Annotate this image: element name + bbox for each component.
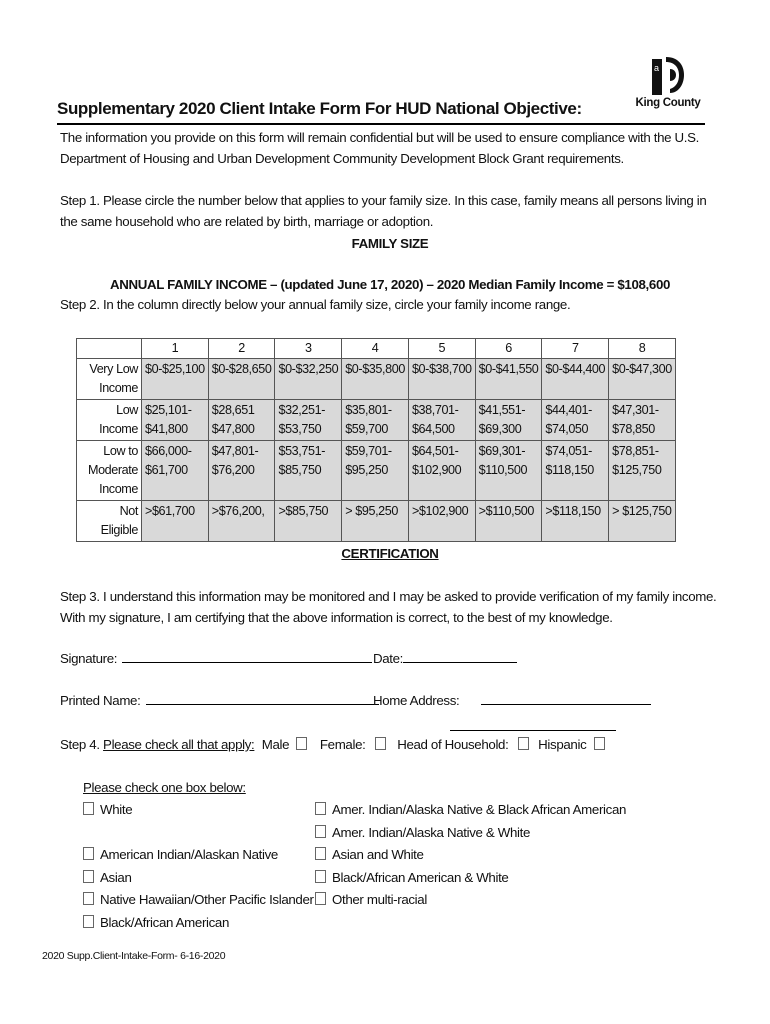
checkbox[interactable] — [315, 870, 326, 883]
table-header-row — [77, 339, 676, 359]
home-address-label: Home Address: — [373, 693, 460, 708]
race-option-asian-white[interactable] — [315, 844, 626, 867]
income-cell[interactable]: $32,251- $53,750 — [275, 400, 342, 441]
race-option-american-indian[interactable] — [83, 844, 314, 867]
income-cell[interactable]: $0-$28,650 — [208, 359, 275, 400]
date-field[interactable] — [403, 649, 517, 663]
checkbox[interactable] — [315, 802, 326, 815]
race-option-label: American Indian/Alaskan Native — [100, 847, 278, 862]
table-row — [77, 501, 676, 542]
income-cell[interactable]: >$76,200, — [208, 501, 275, 542]
income-cell[interactable]: $25,101- $41,800 — [142, 400, 209, 441]
income-cell[interactable]: $47,301- $78,850 — [609, 400, 676, 441]
printed-name-field[interactable] — [146, 691, 379, 705]
income-cell[interactable]: >$85,750 — [275, 501, 342, 542]
signature-row — [60, 648, 372, 671]
race-option-native-hawaiian[interactable] — [83, 889, 314, 912]
table-row — [77, 441, 676, 501]
step4-instruction: Please check all that apply: — [103, 737, 255, 752]
income-cell[interactable]: $28,651 $47,800 — [208, 400, 275, 441]
income-cell[interactable]: >$118,150 — [542, 501, 609, 542]
checkbox[interactable] — [315, 825, 326, 838]
step2-text: Step 2. In the column directly below your annual family size, circle your family income range. — [60, 297, 571, 312]
home-address-row — [373, 690, 651, 713]
male-checkbox[interactable] — [296, 737, 307, 750]
race-option-white[interactable] — [83, 799, 314, 822]
checkbox[interactable] — [83, 915, 94, 928]
income-cell[interactable]: > $95,250 — [342, 501, 409, 542]
option-hispanic-label: Hispanic — [538, 737, 587, 752]
income-cell[interactable]: >$61,700 — [142, 501, 209, 542]
king-county-logo — [632, 55, 704, 109]
income-cell[interactable]: $38,701- $64,500 — [408, 400, 475, 441]
income-cell[interactable]: $0-$41,550 — [475, 359, 542, 400]
family-size-heading: FAMILY SIZE — [351, 236, 429, 251]
race-option-amer-indian-white[interactable] — [315, 822, 626, 845]
race-instruction: Please check one box below: — [83, 780, 246, 795]
intro-text: The information you provide on this form will remain confidential but will be used to ensure compliance with the U.S. Department of Housing and Urban Development Community Development Block Grant requirements. — [60, 130, 700, 166]
family-size-5[interactable]: 5 — [408, 339, 475, 359]
income-cell[interactable]: $0-$47,300 — [609, 359, 676, 400]
family-size-2[interactable]: 2 — [208, 339, 275, 359]
checkbox[interactable] — [83, 847, 94, 860]
income-cell[interactable]: $69,301- $110,500 — [475, 441, 542, 501]
home-address-field[interactable] — [481, 691, 651, 705]
king-county-logo-icon — [648, 55, 688, 95]
race-left-column — [83, 799, 314, 934]
table-row — [77, 400, 676, 441]
race-option-other-multiracial[interactable] — [315, 889, 626, 912]
income-cell[interactable]: $47,801- $76,200 — [208, 441, 275, 501]
logo-text: King County — [635, 97, 701, 109]
step1-text: Step 1. Please circle the number below that applies to your family size. In this case, family means all persons living in the same household who are related by birth, marriage or adoption. — [60, 193, 707, 229]
race-option-black-white[interactable] — [315, 867, 626, 890]
race-right-column — [315, 799, 626, 912]
income-cell[interactable]: $59,701- $95,250 — [342, 441, 409, 501]
table-corner-cell — [77, 339, 142, 359]
checkbox[interactable] — [83, 892, 94, 905]
row-label-low-moderate: Low to Moderate Income — [77, 441, 142, 501]
step4-row — [60, 734, 611, 757]
option-male-label: Male — [261, 737, 290, 752]
race-option-label: Amer. Indian/Alaska Native & White — [332, 824, 530, 840]
footer-text: 2020 Supp.Client-Intake-Form- 6-16-2020 — [42, 950, 226, 962]
race-option-asian[interactable] — [83, 867, 314, 890]
step3-text: Step 3. I understand this information may be monitored and I may be asked to provide verification of my family income. With my signature, I am certifying that the above information is correct, to the best of my knowledge. — [60, 589, 717, 625]
income-cell[interactable]: $64,501- $102,900 — [408, 441, 475, 501]
race-option-label: Black/African American & White — [332, 869, 509, 885]
race-option-black[interactable] — [83, 912, 314, 935]
certification-heading: CERTIFICATION — [341, 546, 439, 561]
checkbox[interactable] — [83, 802, 94, 815]
form-title: Supplementary 2020 Client Intake Form For HUD National Objective: — [57, 99, 582, 118]
option-head-label: Head of Household: — [397, 737, 509, 752]
income-cell[interactable]: >$110,500 — [475, 501, 542, 542]
income-cell[interactable]: $0-$38,700 — [408, 359, 475, 400]
income-cell[interactable]: > $125,750 — [609, 501, 676, 542]
race-spacer — [83, 822, 314, 845]
family-size-8[interactable]: 8 — [609, 339, 676, 359]
family-size-4[interactable]: 4 — [342, 339, 409, 359]
printed-name-label: Printed Name: — [60, 693, 141, 708]
signature-label: Signature: — [60, 651, 118, 666]
income-cell[interactable]: $74,051- $118,150 — [542, 441, 609, 501]
date-row — [373, 648, 517, 671]
income-cell[interactable]: $44,401- $74,050 — [542, 400, 609, 441]
race-option-label: Amer. Indian/Alaska Native & Black African American — [332, 802, 627, 817]
head-of-household-checkbox[interactable] — [518, 737, 529, 750]
income-cell[interactable]: $0-$35,800 — [342, 359, 409, 400]
income-cell[interactable]: $0-$32,250 — [275, 359, 342, 400]
date-label: Date: — [373, 651, 404, 666]
checkbox[interactable] — [83, 870, 94, 883]
step4-prefix: Step 4. — [60, 737, 100, 752]
income-cell[interactable]: $53,751- $85,750 — [275, 441, 342, 501]
income-cell[interactable]: >$102,900 — [408, 501, 475, 542]
family-size-3[interactable]: 3 — [275, 339, 342, 359]
race-option-amer-indian-black[interactable] — [315, 799, 626, 822]
income-cell[interactable]: $35,801- $59,700 — [342, 400, 409, 441]
svg-text:a: a — [654, 63, 660, 73]
signature-field[interactable] — [122, 649, 372, 663]
table-row — [77, 359, 676, 400]
hispanic-checkbox[interactable] — [594, 737, 605, 750]
income-heading: ANNUAL FAMILY INCOME – (updated June 17, 2020) – 2020 Median Family Income = $108,600 — [109, 277, 671, 292]
income-cell[interactable]: $66,000- $61,700 — [142, 441, 209, 501]
income-cell[interactable]: $41,551- $69,300 — [475, 400, 542, 441]
race-option-label: White — [100, 802, 133, 817]
race-option-label: Asian and White — [332, 847, 424, 862]
family-size-1[interactable]: 1 — [142, 339, 209, 359]
income-cell[interactable]: $0-$25,100 — [142, 359, 209, 400]
race-option-label: Asian — [100, 869, 132, 885]
home-address-field-line2[interactable] — [450, 730, 616, 731]
income-cell[interactable]: $78,851- $125,750 — [609, 441, 676, 501]
race-option-label: Other multi-racial — [332, 892, 427, 907]
income-table — [76, 338, 676, 542]
title-rule — [57, 123, 705, 125]
family-size-7[interactable]: 7 — [542, 339, 609, 359]
row-label-not-eligible: Not Eligible — [77, 501, 142, 542]
row-label-low: Low Income — [77, 400, 142, 441]
checkbox[interactable] — [315, 892, 326, 905]
printed-name-row — [60, 690, 379, 713]
race-option-label: Black/African American — [100, 914, 230, 930]
checkbox[interactable] — [315, 847, 326, 860]
family-size-6[interactable]: 6 — [475, 339, 542, 359]
female-checkbox[interactable] — [375, 737, 386, 750]
income-cell[interactable]: $0-$44,400 — [542, 359, 609, 400]
option-female-label: Female: — [319, 737, 366, 752]
row-label-very-low: Very Low Income — [77, 359, 142, 400]
race-option-label: Native Hawaiian/Other Pacific Islander — [100, 892, 314, 907]
